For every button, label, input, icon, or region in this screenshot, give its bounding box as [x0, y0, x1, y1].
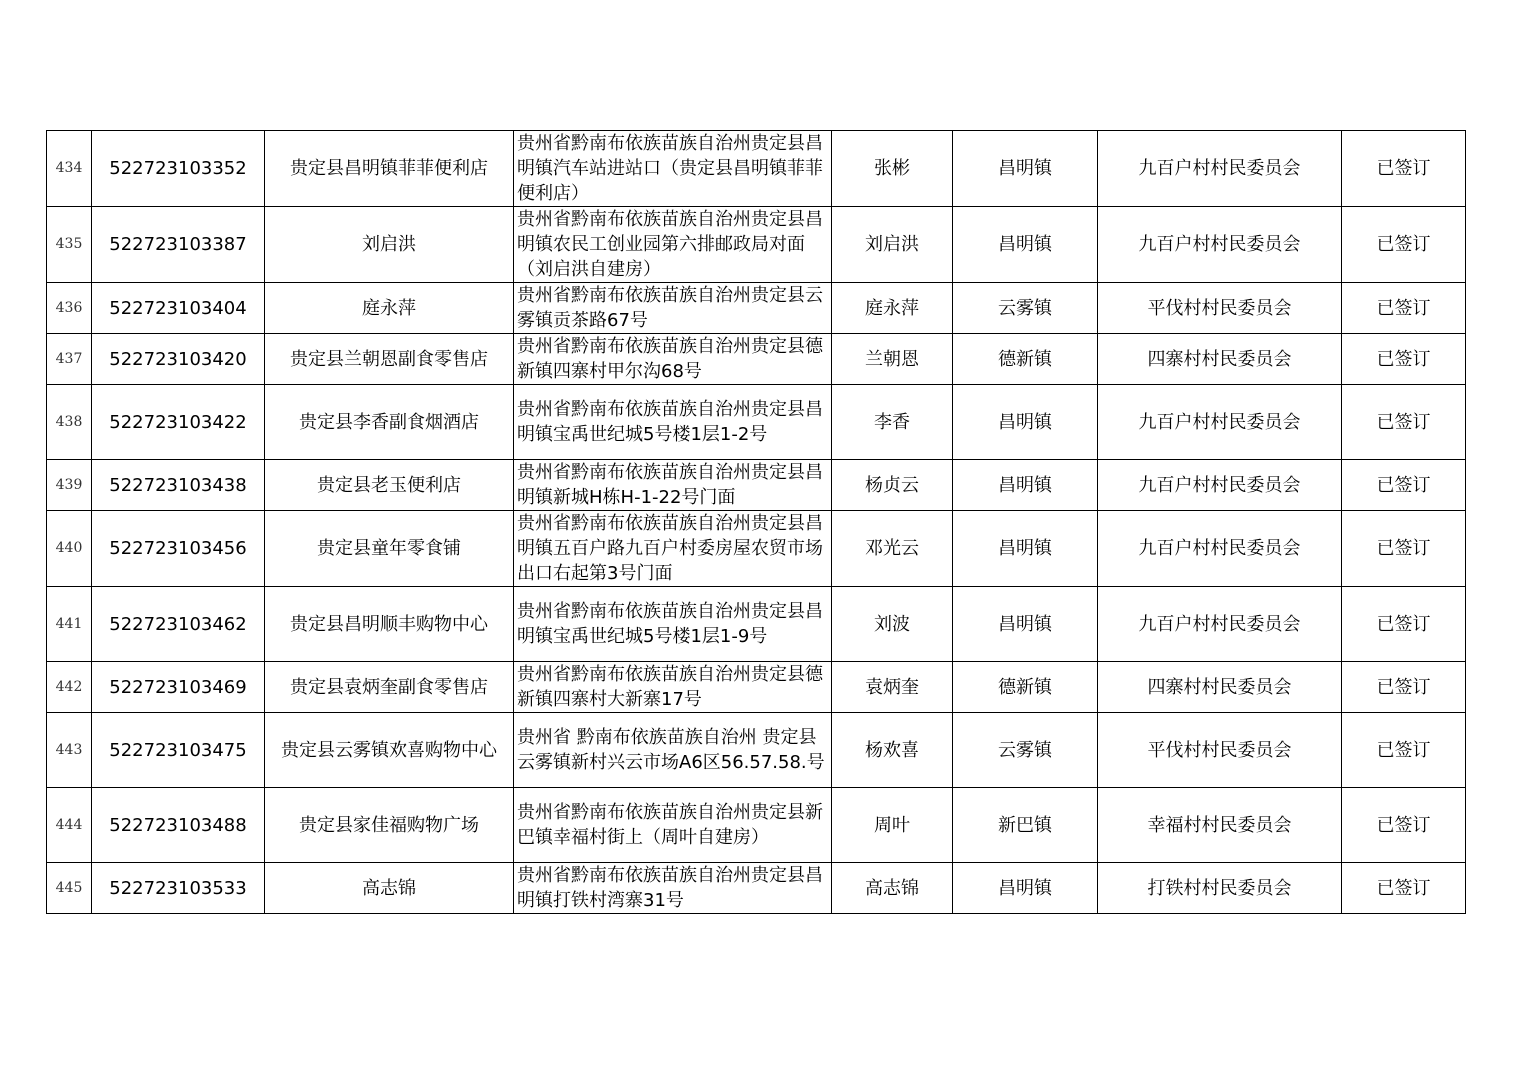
- owner-name: 袁炳奎: [832, 662, 953, 713]
- store-address: 贵州省黔南布依族苗族自治州贵定县昌明镇宝禹世纪城5号楼1层1-2号: [514, 385, 832, 460]
- row-number: 435: [47, 207, 92, 283]
- row-number: 440: [47, 511, 92, 587]
- store-name: 贵定县云雾镇欢喜购物中心: [265, 713, 514, 788]
- table-row: [47, 662, 1466, 713]
- owner-name: 杨欢喜: [832, 713, 953, 788]
- village-committee: 四寨村村民委员会: [1098, 662, 1342, 713]
- store-name: 贵定县老玉便利店: [265, 460, 514, 511]
- town-name: 昌明镇: [953, 131, 1098, 207]
- license-number: 522723103533: [92, 863, 265, 914]
- store-address: 贵州省黔南布依族苗族自治州贵定县德新镇四寨村大新寨17号: [514, 662, 832, 713]
- row-number: 441: [47, 587, 92, 662]
- town-name: 昌明镇: [953, 511, 1098, 587]
- table-row: [47, 713, 1466, 788]
- row-number: 445: [47, 863, 92, 914]
- license-number: 522723103438: [92, 460, 265, 511]
- license-number: 522723103352: [92, 131, 265, 207]
- store-address: 贵州省黔南布依族苗族自治州贵定县昌明镇打铁村湾寨31号: [514, 863, 832, 914]
- store-address: 贵州省黔南布依族苗族自治州贵定县德新镇四寨村甲尔沟68号: [514, 334, 832, 385]
- row-number: 437: [47, 334, 92, 385]
- store-name: 贵定县李香副食烟酒店: [265, 385, 514, 460]
- town-name: 德新镇: [953, 334, 1098, 385]
- table-row: [47, 460, 1466, 511]
- table-row: [47, 334, 1466, 385]
- signing-status: 已签订: [1342, 788, 1466, 863]
- license-number: 522723103488: [92, 788, 265, 863]
- owner-name: 高志锦: [832, 863, 953, 914]
- store-address: 贵州省黔南布依族苗族自治州贵定县昌明镇新城H栋H-1-22号门面: [514, 460, 832, 511]
- license-number: 522723103456: [92, 511, 265, 587]
- license-number: 522723103462: [92, 587, 265, 662]
- owner-name: 刘启洪: [832, 207, 953, 283]
- table-row: [47, 385, 1466, 460]
- village-committee: 打铁村村民委员会: [1098, 863, 1342, 914]
- store-address: 贵州省黔南布依族苗族自治州贵定县昌明镇宝禹世纪城5号楼1层1-9号: [514, 587, 832, 662]
- table-row: [47, 207, 1466, 283]
- table-row: [47, 283, 1466, 334]
- village-committee: 九百户村村民委员会: [1098, 511, 1342, 587]
- signing-status: 已签订: [1342, 460, 1466, 511]
- retailer-table: [46, 130, 1466, 914]
- signing-status: 已签订: [1342, 385, 1466, 460]
- table-row: [47, 587, 1466, 662]
- owner-name: 周叶: [832, 788, 953, 863]
- license-number: 522723103420: [92, 334, 265, 385]
- signing-status: 已签订: [1342, 207, 1466, 283]
- row-number: 439: [47, 460, 92, 511]
- row-number: 438: [47, 385, 92, 460]
- town-name: 云雾镇: [953, 283, 1098, 334]
- row-number: 434: [47, 131, 92, 207]
- table-row: [47, 131, 1466, 207]
- town-name: 云雾镇: [953, 713, 1098, 788]
- license-number: 522723103475: [92, 713, 265, 788]
- signing-status: 已签订: [1342, 511, 1466, 587]
- owner-name: 李香: [832, 385, 953, 460]
- store-name: 刘启洪: [265, 207, 514, 283]
- store-address: 贵州省黔南布依族苗族自治州贵定县昌明镇农民工创业园第六排邮政局对面（刘启洪自建房）: [514, 207, 832, 283]
- town-name: 昌明镇: [953, 385, 1098, 460]
- store-address: 贵州省黔南布依族苗族自治州贵定县新巴镇幸福村街上（周叶自建房）: [514, 788, 832, 863]
- village-committee: 幸福村村民委员会: [1098, 788, 1342, 863]
- store-name: 贵定县昌明顺丰购物中心: [265, 587, 514, 662]
- owner-name: 杨贞云: [832, 460, 953, 511]
- town-name: 昌明镇: [953, 460, 1098, 511]
- town-name: 昌明镇: [953, 587, 1098, 662]
- village-committee: 九百户村村民委员会: [1098, 385, 1342, 460]
- license-number: 522723103404: [92, 283, 265, 334]
- store-address: 贵州省黔南布依族苗族自治州贵定县云雾镇贡茶路67号: [514, 283, 832, 334]
- town-name: 昌明镇: [953, 207, 1098, 283]
- store-name: 庭永萍: [265, 283, 514, 334]
- signing-status: 已签订: [1342, 587, 1466, 662]
- table-row: [47, 511, 1466, 587]
- license-number: 522723103422: [92, 385, 265, 460]
- store-name: 贵定县昌明镇菲菲便利店: [265, 131, 514, 207]
- signing-status: 已签订: [1342, 334, 1466, 385]
- store-name: 贵定县家佳福购物广场: [265, 788, 514, 863]
- village-committee: 平伐村村民委员会: [1098, 713, 1342, 788]
- signing-status: 已签订: [1342, 713, 1466, 788]
- village-committee: 四寨村村民委员会: [1098, 334, 1342, 385]
- signing-status: 已签订: [1342, 662, 1466, 713]
- store-name: 贵定县兰朝恩副食零售店: [265, 334, 514, 385]
- row-number: 442: [47, 662, 92, 713]
- village-committee: 平伐村村民委员会: [1098, 283, 1342, 334]
- license-number: 522723103469: [92, 662, 265, 713]
- owner-name: 邓光云: [832, 511, 953, 587]
- signing-status: 已签订: [1342, 283, 1466, 334]
- store-address: 贵州省 黔南布依族苗族自治州 贵定县云雾镇新村兴云市场A6区56.57.58.号: [514, 713, 832, 788]
- row-number: 443: [47, 713, 92, 788]
- village-committee: 九百户村村民委员会: [1098, 207, 1342, 283]
- village-committee: 九百户村村民委员会: [1098, 131, 1342, 207]
- table-body: [47, 131, 1466, 914]
- store-address: 贵州省黔南布依族苗族自治州贵定县昌明镇五百户路九百户村委房屋农贸市场出口右起第3号门面: [514, 511, 832, 587]
- signing-status: 已签订: [1342, 863, 1466, 914]
- village-committee: 九百户村村民委员会: [1098, 460, 1342, 511]
- store-name: 高志锦: [265, 863, 514, 914]
- town-name: 德新镇: [953, 662, 1098, 713]
- village-committee: 九百户村村民委员会: [1098, 587, 1342, 662]
- store-name: 贵定县袁炳奎副食零售店: [265, 662, 514, 713]
- row-number: 436: [47, 283, 92, 334]
- owner-name: 兰朝恩: [832, 334, 953, 385]
- table-row: [47, 788, 1466, 863]
- signing-status: 已签订: [1342, 131, 1466, 207]
- town-name: 新巴镇: [953, 788, 1098, 863]
- store-name: 贵定县童年零食铺: [265, 511, 514, 587]
- row-number: 444: [47, 788, 92, 863]
- license-number: 522723103387: [92, 207, 265, 283]
- owner-name: 张彬: [832, 131, 953, 207]
- owner-name: 庭永萍: [832, 283, 953, 334]
- owner-name: 刘波: [832, 587, 953, 662]
- store-address: 贵州省黔南布依族苗族自治州贵定县昌明镇汽车站进站口（贵定县昌明镇菲菲便利店）: [514, 131, 832, 207]
- town-name: 昌明镇: [953, 863, 1098, 914]
- table-row: [47, 863, 1466, 914]
